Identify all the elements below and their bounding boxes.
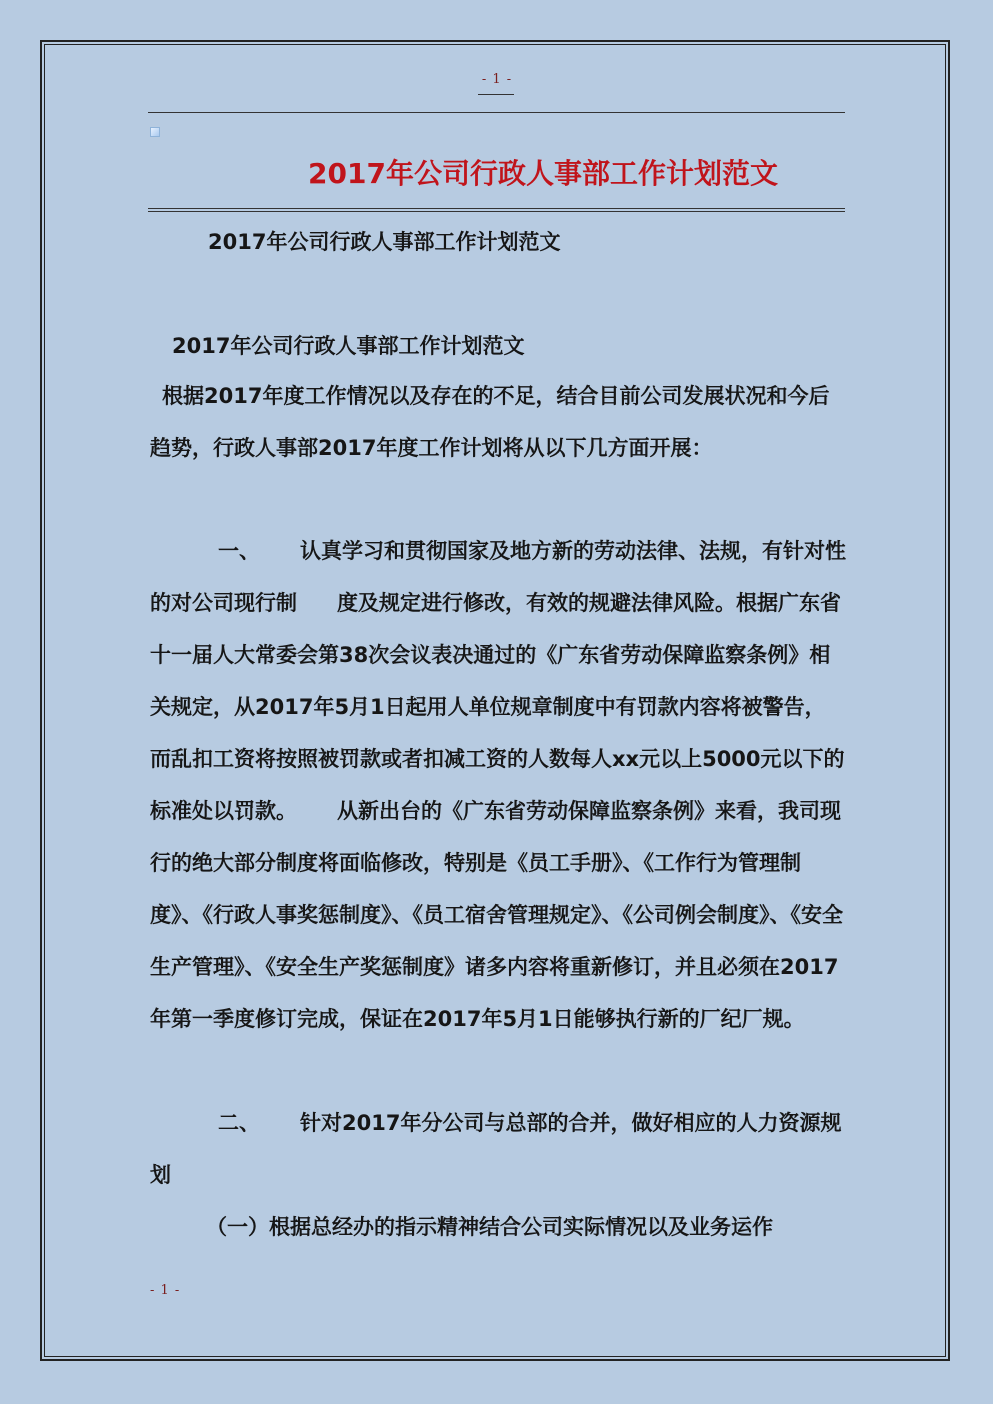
subsection-1-paragraph: （一）根据总经办的指示精神结合公司实际情况以及业务运作 [206,1215,773,1239]
section-2-text: 针对2017年分公司与总部的合并，做好相应的人力资源规划 [150,1111,842,1187]
section-1-marker: 一、 [218,539,260,563]
intro-paragraph: 根据2017年度工作情况以及存在的不足，结合目前公司发展状况和今后趋势，行政人事部2017年度工作计划将从以下几方面开展： [150,384,830,460]
header-page-number: - 1 - [481,72,513,87]
subtitle-1: 2017年公司行政人事部工作计划范文 [208,230,561,254]
subtitle-2: 2017年公司行政人事部工作计划范文 [172,334,525,358]
section-2-paragraph [150,1097,846,1201]
header-page-number-underline [478,94,514,95]
section-1-paragraph [150,525,846,1045]
title-rule-bottom [148,211,845,212]
title-rule-top [148,208,845,209]
header-rule [148,112,845,113]
document-title: 2017年公司行政人事部工作计划范文 [308,157,778,190]
section-1-text-a: 认真学习和贯彻国家及地方新的劳动法律、法规，有针对性的对公司现行制 [150,539,846,615]
footer-page-number: - 1 - [150,1283,181,1298]
section-1-text-c: 从新出台的《广东省劳动保障监察条例》来看，我司现行的绝大部分制度将面临修改，特别是《员工手册》、《工作行为管理制度》、《行政人事奖惩制度》、《员工宿舍管理规定》、《公司例会制度》、《安全生产管理》、《安全生产奖惩制度》诸多内容将重新修订，并且必须在2017年第一季度修订完成，保证在2017年5月1日能够执行新的厂纪厂规。 [150,799,843,1031]
image-placeholder-icon [150,127,160,137]
section-1-text-b: 度及规定进行修改，有效的规避法律风险。根据广东省十一届人大常委会第38次会议表决通过的《广东省劳动保障监察条例》相关规定，从2017年5月1日起用人单位规章制度中有罚款内容将被警告，而乱扣工资将按照被罚款或者扣减工资的人数每人xx元以上5000元以下的标准处以罚款。 [150,591,845,823]
section-2-marker: 二、 [218,1111,260,1135]
